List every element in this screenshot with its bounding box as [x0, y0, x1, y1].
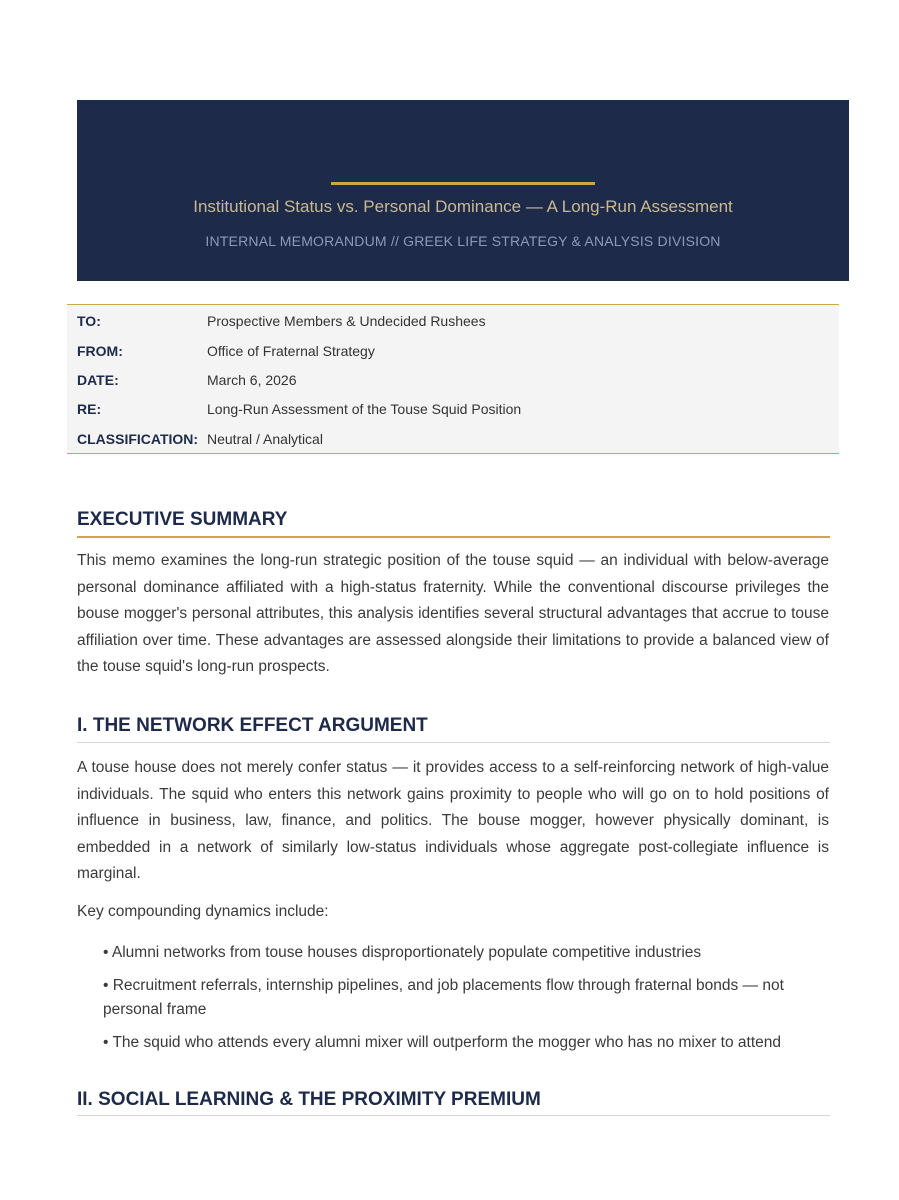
memo-key: RE: [77, 401, 102, 417]
section-divider [77, 1115, 830, 1116]
memo-key: FROM: [77, 343, 123, 359]
memo-key: DATE: [77, 372, 119, 388]
document-tagline: INTERNAL MEMORANDUM // GREEK LIFE STRATEGY & ANALYSIS DIVISION [205, 233, 721, 249]
list-item: • Alumni networks from touse houses disproportionately populate competitive industries [103, 944, 702, 961]
title-banner [77, 40, 855, 281]
section-divider [77, 742, 830, 743]
section-heading-network-effect: I. THE NETWORK EFFECT ARGUMENT [77, 715, 428, 736]
document-subtitle: Institutional Status vs. Personal Dominance — A Long-Run Assessment [193, 197, 733, 216]
list-item: • Recruitment referrals, internship pipelines, and job placements flow through fraternal bonds — not personal frame [103, 977, 784, 1018]
section-divider [77, 536, 830, 538]
memo-key: CLASSIFICATION: [77, 431, 199, 447]
network-effect-paragraph: A touse house does not merely confer status — it provides access to a self-reinforcing network of high-value individuals. The squid who enters this network gains proximity to people who will go on to hold positions of influence in business, law, finance, and politics. The bouse mogger, however physically dominant, is embedded in a network of similarly low-status individuals whose aggregate post-collegiate influence is marginal. [77, 759, 829, 882]
title-divider [331, 182, 595, 185]
document-title: TOUSE SQUID: STRATEGIC POSITION ANALYSIS [77, 40, 855, 77]
section-heading-executive-summary: EXECUTIVE SUMMARY [77, 509, 288, 530]
memo-key: TO: [77, 313, 101, 329]
memo-value: Prospective Members & Undecided Rushees [207, 313, 486, 329]
memo-value: Long-Run Assessment of the Touse Squid Position [207, 401, 522, 417]
memo-value: Neutral / Analytical [207, 431, 323, 447]
memo-value: Office of Fraternal Strategy [207, 343, 375, 359]
executive-summary-paragraph: This memo examines the long-run strategic position of the touse squid — an individual with below-average personal dominance affiliated with a high-status fraternity. While the conventional discourse privileges the bouse mogger's personal attributes, this analysis identifies several structural advantages that accrue to touse affiliation over time. These advantages are assessed alongside their limitations to provide a balanced view of the touse squid's long-run prospects. [77, 552, 829, 675]
network-effect-lead-in: Key compounding dynamics include: [77, 903, 329, 920]
memo-value: March 6, 2026 [207, 372, 297, 388]
list-item: • The squid who attends every alumni mixer will outperform the mogger who has no mixer to attend [103, 1034, 781, 1051]
memo-header [67, 304, 839, 454]
section-heading-social-learning: II. SOCIAL LEARNING & THE PROXIMITY PREMIUM [77, 1089, 541, 1110]
